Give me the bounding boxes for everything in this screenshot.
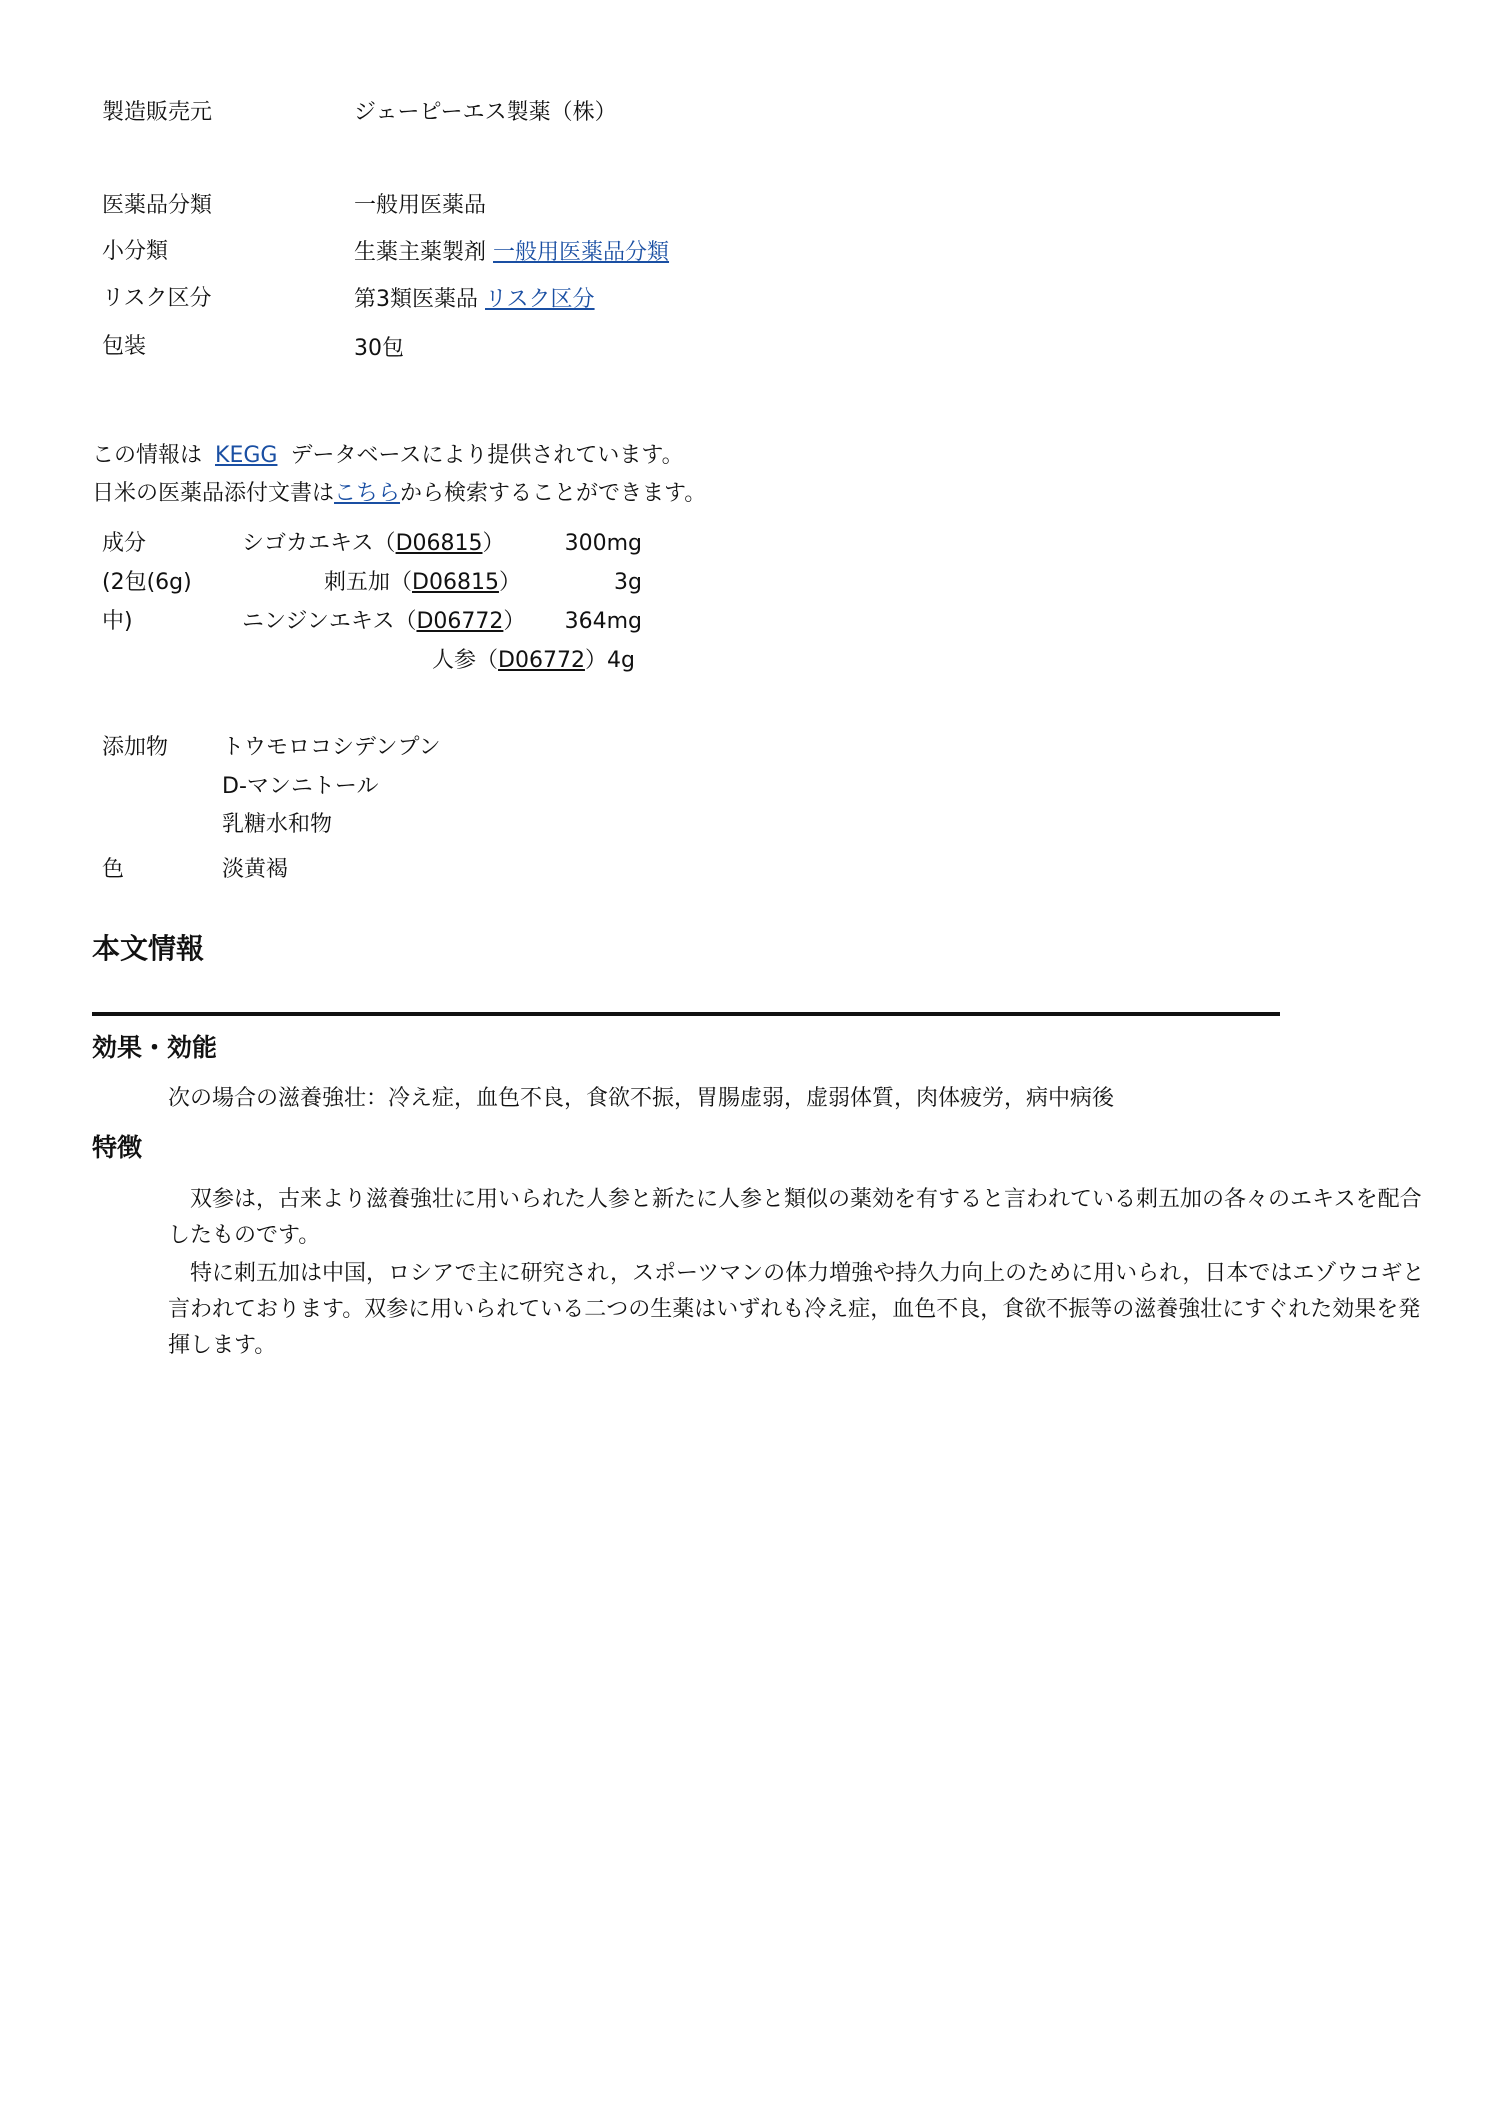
ingredient-name: 人参（ xyxy=(432,648,499,673)
label-package: 包装 xyxy=(102,334,147,359)
ingredient-row xyxy=(432,646,635,676)
ingredient-close: ） xyxy=(482,531,505,556)
color-label: 色 xyxy=(102,857,125,882)
search-link[interactable]: こちら xyxy=(334,481,401,506)
efficacy-title: 効果・効能 xyxy=(92,1033,218,1062)
additives-label: 添加物 xyxy=(102,735,169,760)
ingredient-amount: 300mg xyxy=(564,531,642,556)
features-title: 特徴 xyxy=(92,1133,143,1162)
ingredient-close: ） xyxy=(584,648,607,673)
ingredients-label-line-2: (2包(6g) xyxy=(102,570,192,595)
features-paragraph-1: 双参は，古来より滋養強壮に用いられた人参と新たに人参と類似の薬効を有すると言われている刺五加の各々のエキスを配合したものです。 xyxy=(168,1187,1422,1248)
label-manufacturer: 製造販売元 xyxy=(102,100,213,125)
efficacy-text: 次の場合の滋養強壮：冷え症，血色不良，食欲不振，胃腸虚弱，虚弱体質，肉体疲労，病中病後 xyxy=(168,1086,1115,1111)
label-drug-class: 医薬品分類 xyxy=(102,193,213,218)
section-divider xyxy=(92,1012,1280,1016)
value-risk xyxy=(354,285,595,315)
ingredient-row xyxy=(242,529,505,559)
ingredients-label-line-1: 成分 xyxy=(102,531,147,556)
ingredient-close: ） xyxy=(503,609,526,634)
source-line-2 xyxy=(92,479,706,509)
ingredient-code-link[interactable]: D06772 xyxy=(498,648,585,673)
ingredient-amount: 364mg xyxy=(564,609,642,634)
label-subclass: 小分類 xyxy=(102,239,169,264)
value-subclass xyxy=(354,238,669,268)
ingredient-row xyxy=(242,607,525,637)
source-line-2-post: から検索することができます。 xyxy=(400,481,707,506)
ingredient-code-link[interactable]: D06815 xyxy=(412,570,499,595)
ingredient-row xyxy=(324,568,521,598)
ingredient-amount: 4g xyxy=(606,648,635,673)
ingredient-close: ） xyxy=(498,570,521,595)
risk-link[interactable]: リスク区分 xyxy=(485,287,595,312)
ingredient-name: ニンジンエキス（ xyxy=(242,609,417,634)
value-manufacturer: ジェーピーエス製薬（株） xyxy=(354,100,617,125)
source-line-1 xyxy=(92,441,684,471)
value-package: 30包 xyxy=(354,336,404,361)
source-line-1-post: データベースにより提供されています。 xyxy=(290,443,684,468)
ingredient-name: シゴカエキス（ xyxy=(242,531,396,556)
ingredient-code-link[interactable]: D06772 xyxy=(416,609,504,634)
ingredient-amount: 3g xyxy=(614,570,642,595)
ingredients-label-line-3: 中) xyxy=(102,609,133,634)
risk-text: 第3類医薬品 xyxy=(354,287,478,312)
ingredient-name: 刺五加（ xyxy=(324,570,413,595)
ingredient-code-link[interactable]: D06815 xyxy=(395,531,483,556)
additive-item: D-マンニトール xyxy=(222,774,379,799)
main-title: 本文情報 xyxy=(92,932,205,965)
label-risk: リスク区分 xyxy=(102,286,212,311)
source-line-1-pre: この情報は xyxy=(92,443,203,468)
features-paragraph-2: 特に刺五加は中国，ロシアで主に研究され，スポーツマンの体力増強や持久力向上のために用いられ，日本ではエゾウコギと言われております。双参に用いられている二つの生薬はいずれも冷え症，血色不良，食欲不振等の滋養強壮にすぐれた効果を発揮します。 xyxy=(168,1261,1425,1358)
subclass-text: 生薬主薬製剤 xyxy=(354,240,487,265)
source-line-2-pre: 日米の医薬品添付文書は xyxy=(92,481,335,506)
kegg-link[interactable]: KEGG xyxy=(215,443,278,468)
value-drug-class: 一般用医薬品 xyxy=(354,193,487,218)
color-value: 淡黄褐 xyxy=(222,857,289,882)
subclass-link[interactable]: 一般用医薬品分類 xyxy=(493,240,670,265)
additive-item: 乳糖水和物 xyxy=(222,812,333,837)
additive-item: トウモロコシデンプン xyxy=(222,735,441,760)
